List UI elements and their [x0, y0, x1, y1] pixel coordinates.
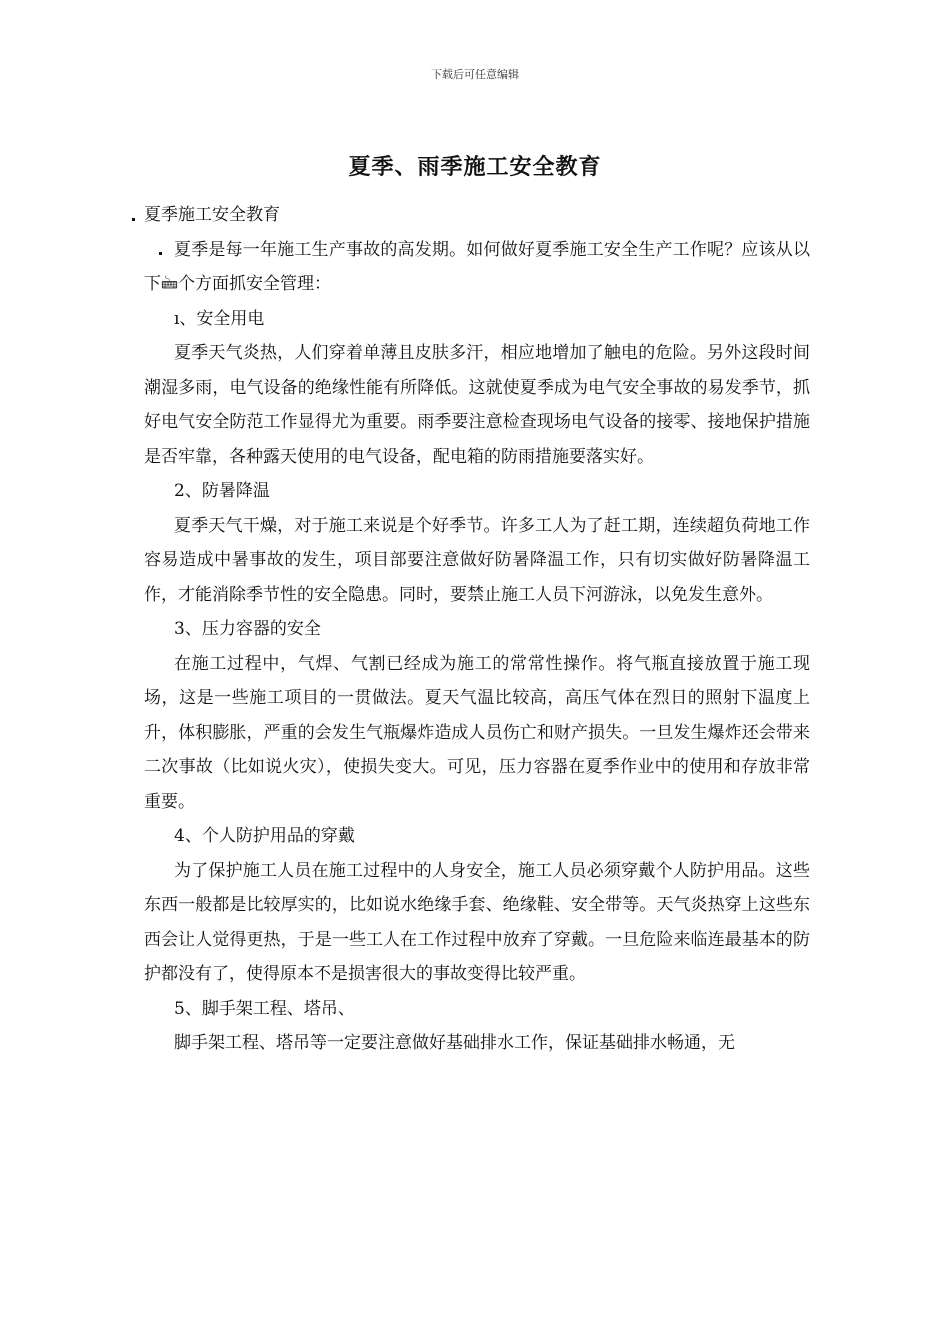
page-header-note: 下载后可任意编辑 — [431, 68, 519, 81]
document-title: 夏季、雨季施工安全教育 — [348, 154, 602, 180]
document-body — [144, 198, 810, 1061]
intro-paragraph: 夏季是每一年施工生产事故的高发期。如何做好夏季施工安全生产工作呢？应该从以下🖮个方面抓安全管理： — [144, 239, 810, 294]
item-heading-5: 5、脚手架工程、塔吊、 — [174, 998, 355, 1019]
item-heading-1: ı、安全用电 — [174, 308, 265, 329]
item-paragraph-1: 夏季天气炎热，人们穿着单薄且皮肤多汗，相应地增加了触电的危险。另外这段时间潮湿多雨，电气设备的绝缘性能有所降低。这就使夏季成为电气安全事故的易发季节，抓好电气安全防范工作显得尤为重要。雨季要注意检查现场电气设备的接零、接地保护措施是否牢靠，各种露天使用的电气设备，配电箱的防雨措施要落实好。 — [144, 343, 810, 467]
bullet-dot — [132, 218, 135, 221]
item-paragraph-2: 夏季天气干燥，对于施工来说是个好季节。许多工人为了赶工期，连续超负荷地工作容易造成中暑事故的发生，项目部要注意做好防暑降温工作，只有切实做好防暑降温工作，才能消除季节性的安全隐患。同时，要禁止施工人员下河游泳，以免发生意外。 — [144, 515, 810, 605]
item-heading-4: 4、个人防护用品的穿戴 — [174, 826, 355, 846]
item-paragraph-5: 脚手架工程、塔吊等一定要注意做好基础排水工作，保证基础排水畅通，无 — [174, 1033, 735, 1053]
item-paragraph-4: 为了保护施工人员在施工过程中的人身安全，施工人员必须穿戴个人防护用品。这些东西一般都是比较厚实的，比如说水绝缘手套、绝缘鞋、安全带等。天气炎热穿上这些东西会让人觉得更热，于是一些工人在工作过程中放弃了穿戴。一旦危险来临连最基本的防护都没有了，使得原本不是损害很大的事故变得比较严重。 — [144, 860, 810, 984]
item-paragraph-3: 在施工过程中，气焊、气割已经成为施工的常常性操作。将气瓶直接放置于施工现场，这是一些施工项目的一贯做法。夏天气温比较高，高压气体在烈日的照射下温度上升，体积膨胀，严重的会发生气瓶爆炸造成人员伤亡和财产损失。一旦发生爆炸还会带来二次事故（比如说火灾），使损失变大。可见，压力容器在夏季作业中的使用和存放非常重要。 — [144, 653, 810, 812]
item-heading-2: 2、防暑降温 — [174, 481, 270, 501]
item-heading-3: 3、压力容器的安全 — [174, 619, 321, 639]
section-heading: 夏季施工安全教育 — [144, 205, 280, 225]
